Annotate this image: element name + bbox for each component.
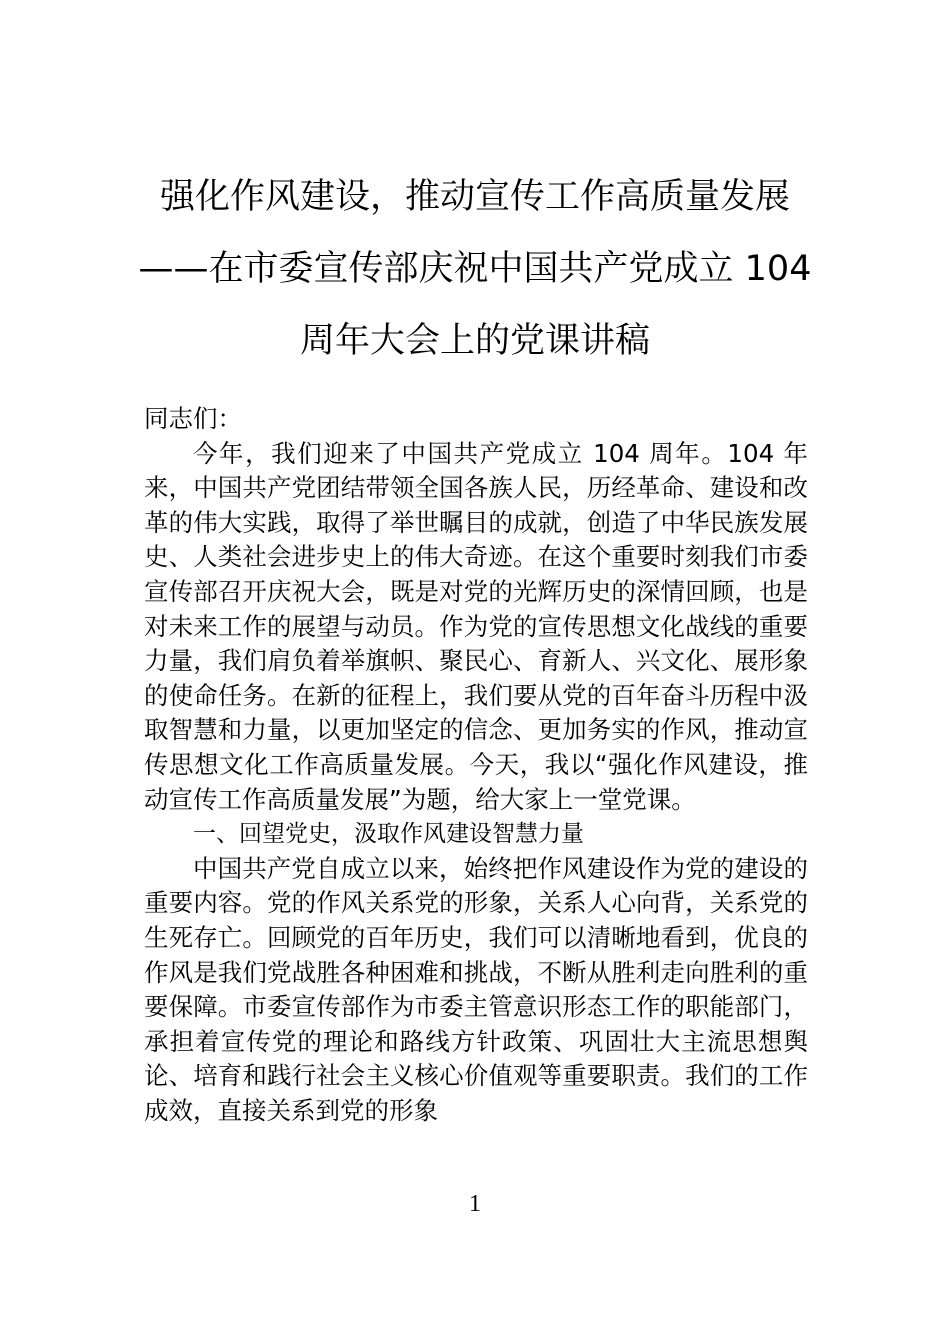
title-line-subtitle: ——在市委宣传部庆祝中国共产党成立 104 bbox=[138, 249, 812, 289]
salutation: 同志们： bbox=[144, 404, 242, 433]
title-line-main: 强化作风建设，推动宣传工作高质量发展 bbox=[159, 177, 790, 217]
paragraph-section-1: 中国共产党自成立以来，始终把作风建设作为党的建设的重要内容。党的作风关系党的形象，关系人心向背，关系党的生死存亡。回顾党的百年历史，我们可以清晰地看到，优良的作风是我们党战胜各种困难和挑战，不断从胜利走向胜利的重要保障。市委宣传部作为市委主管意识形态工作的职能部门，承担着宣传党的理论和路线方针政策、巩固壮大主流思想舆论、培育和践行社会主义核心价值观等重要职责。我们的工作成效，直接关系到党的形象 bbox=[144, 853, 808, 1125]
title-line-subtitle-end: 周年大会上的党课讲稿 bbox=[299, 321, 650, 361]
section-heading-1: 一、回望党史，汲取作风建设智慧力量 bbox=[193, 821, 584, 848]
document-body bbox=[144, 402, 808, 1128]
paragraph-intro: 今年，我们迎来了中国共产党成立 104 周年。104 年来，中国共产党团结带领全国各族人民，历经革命、建设和改革的伟大实践，取得了举世瞩目的成就，创造了中华民族发展史、人类社会进步史上的伟大奇迹。在这个重要时刻我们市委宣传部召开庆祝大会，既是对党的光辉历史的深情回顾，也是对未来工作的展望与动员。作为党的宣传思想文化战线的重要力量，我们肩负着举旗帜、聚民心、育新人、兴文化、展形象的使命任务。在新的征程上，我们要从党的百年奋斗历程中汲取智慧和力量，以更加坚定的信念、更加务实的作风，推动宣传思想文化工作高质量发展。今天，我以“强化作风建设，推动宣传工作高质量发展”为题，给大家上一堂党课。 bbox=[144, 438, 808, 814]
document-title bbox=[120, 167, 830, 371]
page-number: 1 bbox=[469, 1191, 481, 1217]
